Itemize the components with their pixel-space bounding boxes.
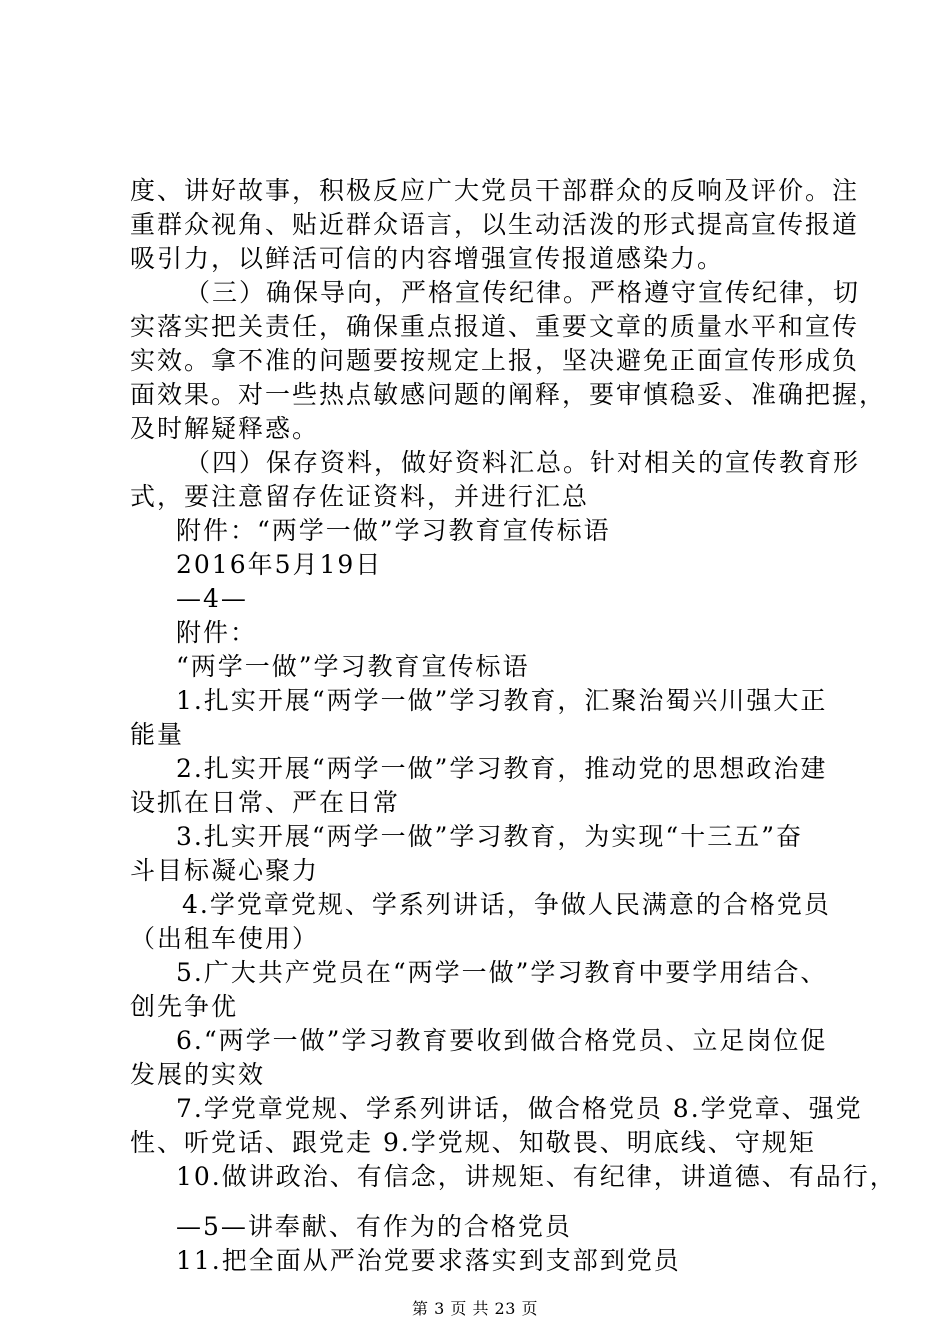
- body-line: 重群众视角、贴近群众语言，以生动活泼的形式提高宣传报道: [130, 210, 860, 239]
- attachment-note: 附件：“两学一做”学习教育宣传标语: [176, 516, 611, 545]
- slogan-item-continued: 发展的实效: [130, 1060, 266, 1089]
- section-heading-3: （三）确保导向，严格宣传纪律。严格遵守宣传纪律，切: [185, 278, 861, 307]
- slogan-item: 1.扎实开展“两学一做”学习教育，汇聚治蜀兴川强大正: [176, 686, 828, 715]
- body-line: 实效。拿不准的问题要按规定上报，坚决避免正面宣传形成负: [130, 346, 860, 375]
- slogan-item: 7.学党章党规、学系列讲话，做合格党员 8.学党章、强党: [176, 1094, 863, 1123]
- slogan-item: 10.做讲政治、有信念，讲规矩、有纪律，讲道德、有品行，: [176, 1162, 897, 1191]
- body-line: 实落实把关责任，确保重点报道、重要文章的质量水平和宣传: [130, 312, 860, 341]
- body-line: 式，要注意留存佐证资料，并进行汇总: [130, 482, 590, 511]
- slogan-item-continued: —5—讲奉献、有作为的合格党员: [176, 1212, 572, 1241]
- body-line: 及时解疑释惑。: [130, 414, 320, 443]
- slogan-item: 6.“两学一做”学习教育要收到做合格党员、立足岗位促: [176, 1026, 828, 1055]
- attachment-title: “两学一做”学习教育宣传标语: [176, 652, 530, 681]
- slogan-item: 3.扎实开展“两学一做”学习教育，为实现“十三五”奋: [176, 822, 803, 851]
- slogan-item-continued: 创先争优: [130, 992, 239, 1021]
- body-line: 度、讲好故事，积极反应广大党员干部群众的反响及评价。注: [130, 176, 860, 205]
- slogan-item: 11.把全面从严治党要求落实到支部到党员: [176, 1246, 681, 1275]
- page-footer: 第 3 页 共 23 页: [412, 1299, 538, 1318]
- slogan-item: 2.扎实开展“两学一做”学习教育，推动党的思想政治建: [176, 754, 828, 783]
- body-line: 面效果。对一些热点敏感问题的阐释，要审慎稳妥、准确把握，: [130, 380, 887, 409]
- slogan-item: 4.学党章党规、学系列讲话，争做人民满意的合格党员: [182, 890, 831, 919]
- slogan-item-continued: 设抓在日常、严在日常: [130, 788, 401, 817]
- slogan-item-continued: 性、听党话、跟党走 9.学党规、知敬畏、明底线、守规矩: [130, 1128, 816, 1157]
- slogan-item-continued: 能量: [130, 720, 185, 749]
- slogan-item: 5.广大共产党员在“两学一做”学习教育中要学用结合、: [176, 958, 828, 987]
- page-number-marker: —4—: [176, 584, 248, 613]
- slogan-item-continued: 斗目标凝心聚力: [130, 856, 320, 885]
- body-line: 吸引力，以鲜活可信的内容增强宣传报道感染力。: [130, 244, 725, 273]
- slogan-item-continued: （出租车使用）: [130, 924, 320, 953]
- attachment-label: 附件：: [176, 618, 258, 647]
- section-heading-4: （四）保存资料，做好资料汇总。针对相关的宣传教育形: [185, 448, 861, 477]
- document-date: 2016年5月19日: [176, 550, 383, 579]
